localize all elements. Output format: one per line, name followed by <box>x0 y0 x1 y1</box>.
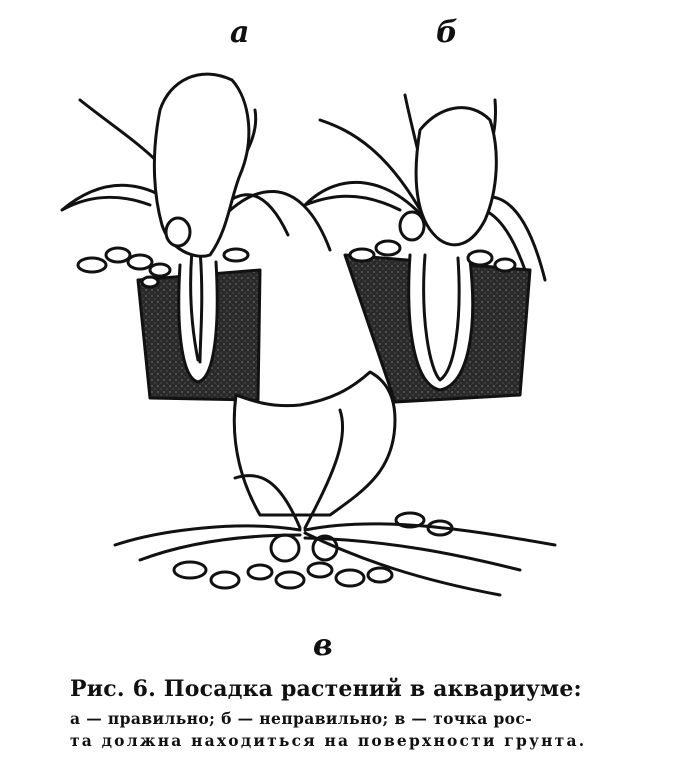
plant-v-growth-point <box>115 372 555 595</box>
plant-b-incorrect <box>305 95 545 402</box>
planting-hole-a <box>179 262 217 382</box>
plant-a-correct <box>62 74 330 400</box>
label-b: б <box>436 15 458 50</box>
figure-caption-line-1: а — правильно; б — неправильно; в — точка рос- <box>70 709 533 728</box>
leaf-v3 <box>305 524 555 545</box>
figure-caption-line-2: та должна находиться на поверхности грунта. <box>70 731 587 750</box>
figure-caption-title: Рис. 6. Посадка растений в аквариуме: <box>70 676 582 702</box>
thumbnail-b <box>400 212 424 240</box>
label-v: в <box>313 628 333 663</box>
hand-b <box>416 108 496 245</box>
label-a: а <box>230 15 250 50</box>
thumbnail-a <box>166 218 190 246</box>
